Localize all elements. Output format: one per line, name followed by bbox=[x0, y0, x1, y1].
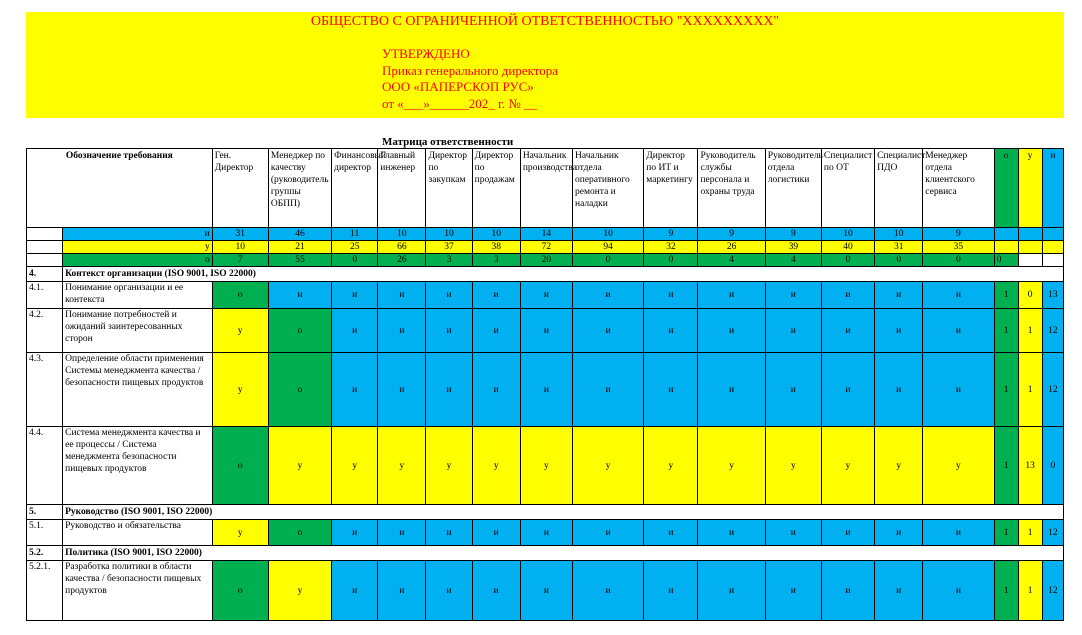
summary-value: 0 bbox=[821, 254, 874, 267]
summary-value: 0 bbox=[644, 254, 698, 267]
date-line: от «___»______202_ г. № __ bbox=[382, 95, 538, 111]
matrix-cell: и bbox=[644, 561, 698, 621]
summary-value: 25 bbox=[332, 241, 378, 254]
summary-value: 3 bbox=[426, 254, 472, 267]
row-total: 12 bbox=[1042, 520, 1063, 546]
role-header: Специалист ПДО bbox=[875, 149, 923, 228]
section-number: 5. bbox=[27, 505, 63, 520]
summary-value: 10 bbox=[573, 228, 644, 241]
matrix-cell: и bbox=[378, 520, 426, 546]
requirement-text: Разработка политики в области качества / безопасности пищевых продуктов bbox=[63, 561, 213, 621]
matrix-cell: о bbox=[268, 353, 331, 427]
row-total: 1 bbox=[994, 309, 1018, 353]
summary-value: 0 bbox=[573, 254, 644, 267]
summary-value: 20 bbox=[520, 254, 572, 267]
summary-value: 0 bbox=[332, 254, 378, 267]
section-title: Руководство (ISO 9001, ISO 22000) bbox=[63, 505, 1064, 520]
table-row bbox=[27, 309, 1064, 353]
matrix-cell: и bbox=[875, 561, 923, 621]
matrix-cell: и bbox=[765, 520, 821, 546]
summary-value: 9 bbox=[644, 228, 698, 241]
matrix-cell: и bbox=[378, 561, 426, 621]
total-header: у bbox=[1018, 149, 1042, 228]
header-requirement: Обозначение требования bbox=[27, 149, 213, 228]
row-total: 1 bbox=[1018, 561, 1042, 621]
matrix-cell: и bbox=[923, 520, 994, 546]
summary-value: 0 bbox=[923, 254, 994, 267]
matrix-cell: у bbox=[472, 427, 520, 505]
matrix-cell: у bbox=[268, 427, 331, 505]
table-row bbox=[27, 282, 1064, 309]
section-row bbox=[27, 546, 1064, 561]
table-row bbox=[27, 520, 1064, 546]
matrix-cell: и bbox=[644, 282, 698, 309]
requirement-number: 4.4. bbox=[27, 427, 63, 505]
summary-label: у bbox=[63, 241, 213, 254]
matrix-cell: и bbox=[698, 561, 765, 621]
matrix-cell: и bbox=[875, 520, 923, 546]
role-header: Финансовый директор bbox=[332, 149, 378, 228]
matrix-cell: у bbox=[212, 520, 268, 546]
matrix-cell: и bbox=[644, 353, 698, 427]
row-total: 12 bbox=[1042, 309, 1063, 353]
matrix-cell: у bbox=[378, 427, 426, 505]
matrix-cell: и bbox=[698, 353, 765, 427]
matrix-cell: у bbox=[268, 561, 331, 621]
matrix-cell: и bbox=[821, 282, 874, 309]
row-total: 1 bbox=[1018, 353, 1042, 427]
matrix-cell: и bbox=[698, 520, 765, 546]
matrix-cell: и bbox=[923, 353, 994, 427]
matrix-cell: у bbox=[212, 353, 268, 427]
matrix-cell: у bbox=[644, 427, 698, 505]
row-total: 1 bbox=[994, 561, 1018, 621]
summary-row bbox=[27, 228, 1064, 241]
role-header: Директор по продажам bbox=[472, 149, 520, 228]
section-number: 5.2. bbox=[27, 546, 63, 561]
matrix-cell: и bbox=[472, 520, 520, 546]
matrix-cell: у bbox=[212, 309, 268, 353]
matrix-cell: и bbox=[875, 309, 923, 353]
matrix-cell: о bbox=[268, 520, 331, 546]
header-banner bbox=[26, 12, 1064, 118]
summary-value: 10 bbox=[821, 228, 874, 241]
matrix-cell: у bbox=[520, 427, 572, 505]
summary-extra bbox=[1018, 228, 1042, 241]
summary-value: 0 bbox=[875, 254, 923, 267]
matrix-cell: и bbox=[378, 353, 426, 427]
matrix-cell: и bbox=[765, 561, 821, 621]
summary-value: 21 bbox=[268, 241, 331, 254]
section-title: Контекст организации (ISO 9001, ISO 22000) bbox=[63, 267, 1064, 282]
matrix-cell: и bbox=[472, 282, 520, 309]
role-header: Ген. Директор bbox=[212, 149, 268, 228]
summary-label: о bbox=[63, 254, 213, 267]
summary-value: 14 bbox=[520, 228, 572, 241]
matrix-cell: у bbox=[875, 427, 923, 505]
matrix-cell: и bbox=[698, 309, 765, 353]
total-header: и bbox=[1042, 149, 1063, 228]
matrix-cell: и bbox=[378, 282, 426, 309]
requirement-text: Понимание потребностей и ожиданий заинтересованных сторон bbox=[63, 309, 213, 353]
row-total: 12 bbox=[1042, 561, 1063, 621]
matrix-cell: у bbox=[923, 427, 994, 505]
section-row bbox=[27, 505, 1064, 520]
order-label: Приказ генерального директора bbox=[382, 62, 559, 78]
summary-value: 7 bbox=[212, 254, 268, 267]
summary-extra bbox=[1042, 241, 1063, 254]
matrix-cell: и bbox=[875, 353, 923, 427]
matrix-title: Матрица ответственности bbox=[382, 136, 514, 148]
summary-value: 10 bbox=[378, 228, 426, 241]
matrix-cell: и bbox=[426, 282, 472, 309]
matrix-cell: и bbox=[573, 561, 644, 621]
role-header: Директор по ИТ и маркетингу bbox=[644, 149, 698, 228]
row-total: 0 bbox=[1018, 282, 1042, 309]
matrix-cell: о bbox=[212, 561, 268, 621]
matrix-cell: и bbox=[765, 309, 821, 353]
matrix-cell: у bbox=[698, 427, 765, 505]
role-header: Менеджер по качеству (руководитель группы ОБПП) bbox=[268, 149, 331, 228]
matrix-cell: и bbox=[765, 282, 821, 309]
matrix-cell: и bbox=[520, 353, 572, 427]
summary-value: 37 bbox=[426, 241, 472, 254]
matrix-cell: и bbox=[426, 520, 472, 546]
company-name: ООО «ПАПЕРСКОП РУС» bbox=[382, 79, 534, 94]
matrix-cell: о bbox=[212, 282, 268, 309]
matrix-cell: и bbox=[520, 520, 572, 546]
matrix-cell: и bbox=[644, 309, 698, 353]
section-row bbox=[27, 267, 1064, 282]
table-row bbox=[27, 353, 1064, 427]
summary-value: 3 bbox=[472, 254, 520, 267]
role-header: Руководитель службы персонала и охраны труда bbox=[698, 149, 765, 228]
matrix-cell: и bbox=[573, 309, 644, 353]
approval-block bbox=[382, 46, 558, 112]
row-total: 1 bbox=[1018, 520, 1042, 546]
summary-value: 39 bbox=[765, 241, 821, 254]
summary-value: 35 bbox=[923, 241, 994, 254]
company-title: ОБЩЕСТВО С ОГРАНИЧЕННОЙ ОТВЕТСТВЕННОСТЬЮ "ХХХХХХХХХ" bbox=[310, 14, 780, 29]
matrix-cell: и bbox=[698, 282, 765, 309]
summary-extra bbox=[1018, 254, 1042, 267]
matrix-cell: у bbox=[573, 427, 644, 505]
matrix-cell: у bbox=[765, 427, 821, 505]
requirement-text: Система менеджмента качества и ее процессы / Система менеджмента безопасности пищевых продуктов bbox=[63, 427, 213, 505]
summary-value: 10 bbox=[426, 228, 472, 241]
requirement-number: 4.2. bbox=[27, 309, 63, 353]
matrix-cell: и bbox=[644, 520, 698, 546]
summary-value: 94 bbox=[573, 241, 644, 254]
matrix-cell: у bbox=[426, 427, 472, 505]
total-header: о bbox=[994, 149, 1018, 228]
matrix-cell: и bbox=[821, 353, 874, 427]
summary-extra bbox=[1042, 228, 1063, 241]
matrix-cell: и bbox=[923, 561, 994, 621]
matrix-cell: и bbox=[332, 353, 378, 427]
summary-value: 11 bbox=[332, 228, 378, 241]
summary-row bbox=[27, 254, 1064, 267]
header-row bbox=[27, 149, 1064, 228]
summary-blank bbox=[27, 228, 63, 241]
requirement-number: 5.2.1. bbox=[27, 561, 63, 621]
role-header: Главный инженер bbox=[378, 149, 426, 228]
summary-value: 9 bbox=[923, 228, 994, 241]
matrix-cell: и bbox=[378, 309, 426, 353]
row-total: 13 bbox=[1018, 427, 1042, 505]
responsibility-matrix bbox=[26, 148, 1064, 621]
matrix-cell: и bbox=[765, 353, 821, 427]
matrix-cell: о bbox=[212, 427, 268, 505]
summary-blank bbox=[27, 241, 63, 254]
matrix-cell: и bbox=[426, 309, 472, 353]
requirement-number: 4.3. bbox=[27, 353, 63, 427]
matrix-cell: и bbox=[923, 309, 994, 353]
summary-value: 66 bbox=[378, 241, 426, 254]
requirement-text: Понимание организации и ее контекста bbox=[63, 282, 213, 309]
role-header: Руководитель отдела логистики bbox=[765, 149, 821, 228]
row-total: 0 bbox=[1042, 427, 1063, 505]
matrix-cell: и bbox=[332, 282, 378, 309]
requirement-number: 5.1. bbox=[27, 520, 63, 546]
matrix-cell: у bbox=[821, 427, 874, 505]
summary-value: 9 bbox=[698, 228, 765, 241]
summary-value: 46 bbox=[268, 228, 331, 241]
summary-value: 26 bbox=[378, 254, 426, 267]
summary-extra bbox=[1018, 241, 1042, 254]
summary-value: 10 bbox=[212, 241, 268, 254]
summary-extra bbox=[994, 228, 1018, 241]
matrix-cell: и bbox=[821, 520, 874, 546]
summary-extra bbox=[994, 241, 1018, 254]
role-header: Специалист по ОТ bbox=[821, 149, 874, 228]
requirement-text: Руководство и обязательства bbox=[63, 520, 213, 546]
matrix-cell: и bbox=[472, 309, 520, 353]
matrix-cell: и bbox=[268, 282, 331, 309]
summary-blank bbox=[27, 254, 63, 267]
role-header: Директор по закупкам bbox=[426, 149, 472, 228]
row-total: 1 bbox=[994, 427, 1018, 505]
summary-value: 4 bbox=[765, 254, 821, 267]
matrix-cell: и bbox=[573, 520, 644, 546]
row-total: 1 bbox=[994, 520, 1018, 546]
matrix-cell: и bbox=[472, 561, 520, 621]
matrix-cell: и bbox=[520, 309, 572, 353]
summary-extra: 0 bbox=[994, 254, 1018, 267]
row-total: 1 bbox=[994, 282, 1018, 309]
summary-value: 32 bbox=[644, 241, 698, 254]
matrix-cell: и bbox=[332, 520, 378, 546]
row-total: 13 bbox=[1042, 282, 1063, 309]
matrix-cell: и bbox=[923, 282, 994, 309]
section-number: 4. bbox=[27, 267, 63, 282]
requirement-number: 4.1. bbox=[27, 282, 63, 309]
summary-row bbox=[27, 241, 1064, 254]
matrix-cell: и bbox=[426, 561, 472, 621]
table-row bbox=[27, 561, 1064, 621]
summary-value: 10 bbox=[875, 228, 923, 241]
role-header: Менеджер отдела клиентского сервиса bbox=[923, 149, 994, 228]
summary-extra bbox=[1042, 254, 1063, 267]
requirement-text: Определение области применения Системы менеджмента качества / безопасности пищевых продуктов bbox=[63, 353, 213, 427]
role-header: Начальник отдела оперативного ремонта и наладки bbox=[573, 149, 644, 228]
role-header: Начальник производства bbox=[520, 149, 572, 228]
summary-value: 40 bbox=[821, 241, 874, 254]
summary-value: 55 bbox=[268, 254, 331, 267]
summary-value: 31 bbox=[875, 241, 923, 254]
summary-value: 31 bbox=[212, 228, 268, 241]
table-row bbox=[27, 427, 1064, 505]
summary-value: 26 bbox=[698, 241, 765, 254]
matrix-cell: у bbox=[332, 427, 378, 505]
section-title: Политика (ISO 9001, ISO 22000) bbox=[63, 546, 1064, 561]
matrix-cell: о bbox=[268, 309, 331, 353]
summary-value: 72 bbox=[520, 241, 572, 254]
matrix-cell: и bbox=[332, 561, 378, 621]
row-total: 1 bbox=[994, 353, 1018, 427]
matrix-cell: и bbox=[472, 353, 520, 427]
summary-label: и bbox=[63, 228, 213, 241]
summary-value: 4 bbox=[698, 254, 765, 267]
matrix-cell: и bbox=[573, 353, 644, 427]
matrix-cell: и bbox=[426, 353, 472, 427]
matrix-cell: и bbox=[821, 309, 874, 353]
matrix-cell: и bbox=[875, 282, 923, 309]
row-total: 12 bbox=[1042, 353, 1063, 427]
matrix-cell: и bbox=[573, 282, 644, 309]
matrix-cell: и bbox=[520, 282, 572, 309]
matrix-cell: и bbox=[520, 561, 572, 621]
summary-value: 38 bbox=[472, 241, 520, 254]
row-total: 1 bbox=[1018, 309, 1042, 353]
matrix-cell: и bbox=[821, 561, 874, 621]
summary-value: 9 bbox=[765, 228, 821, 241]
summary-value: 10 bbox=[472, 228, 520, 241]
matrix-cell: и bbox=[332, 309, 378, 353]
approved-label: УТВЕРЖДЕНО bbox=[382, 46, 470, 61]
